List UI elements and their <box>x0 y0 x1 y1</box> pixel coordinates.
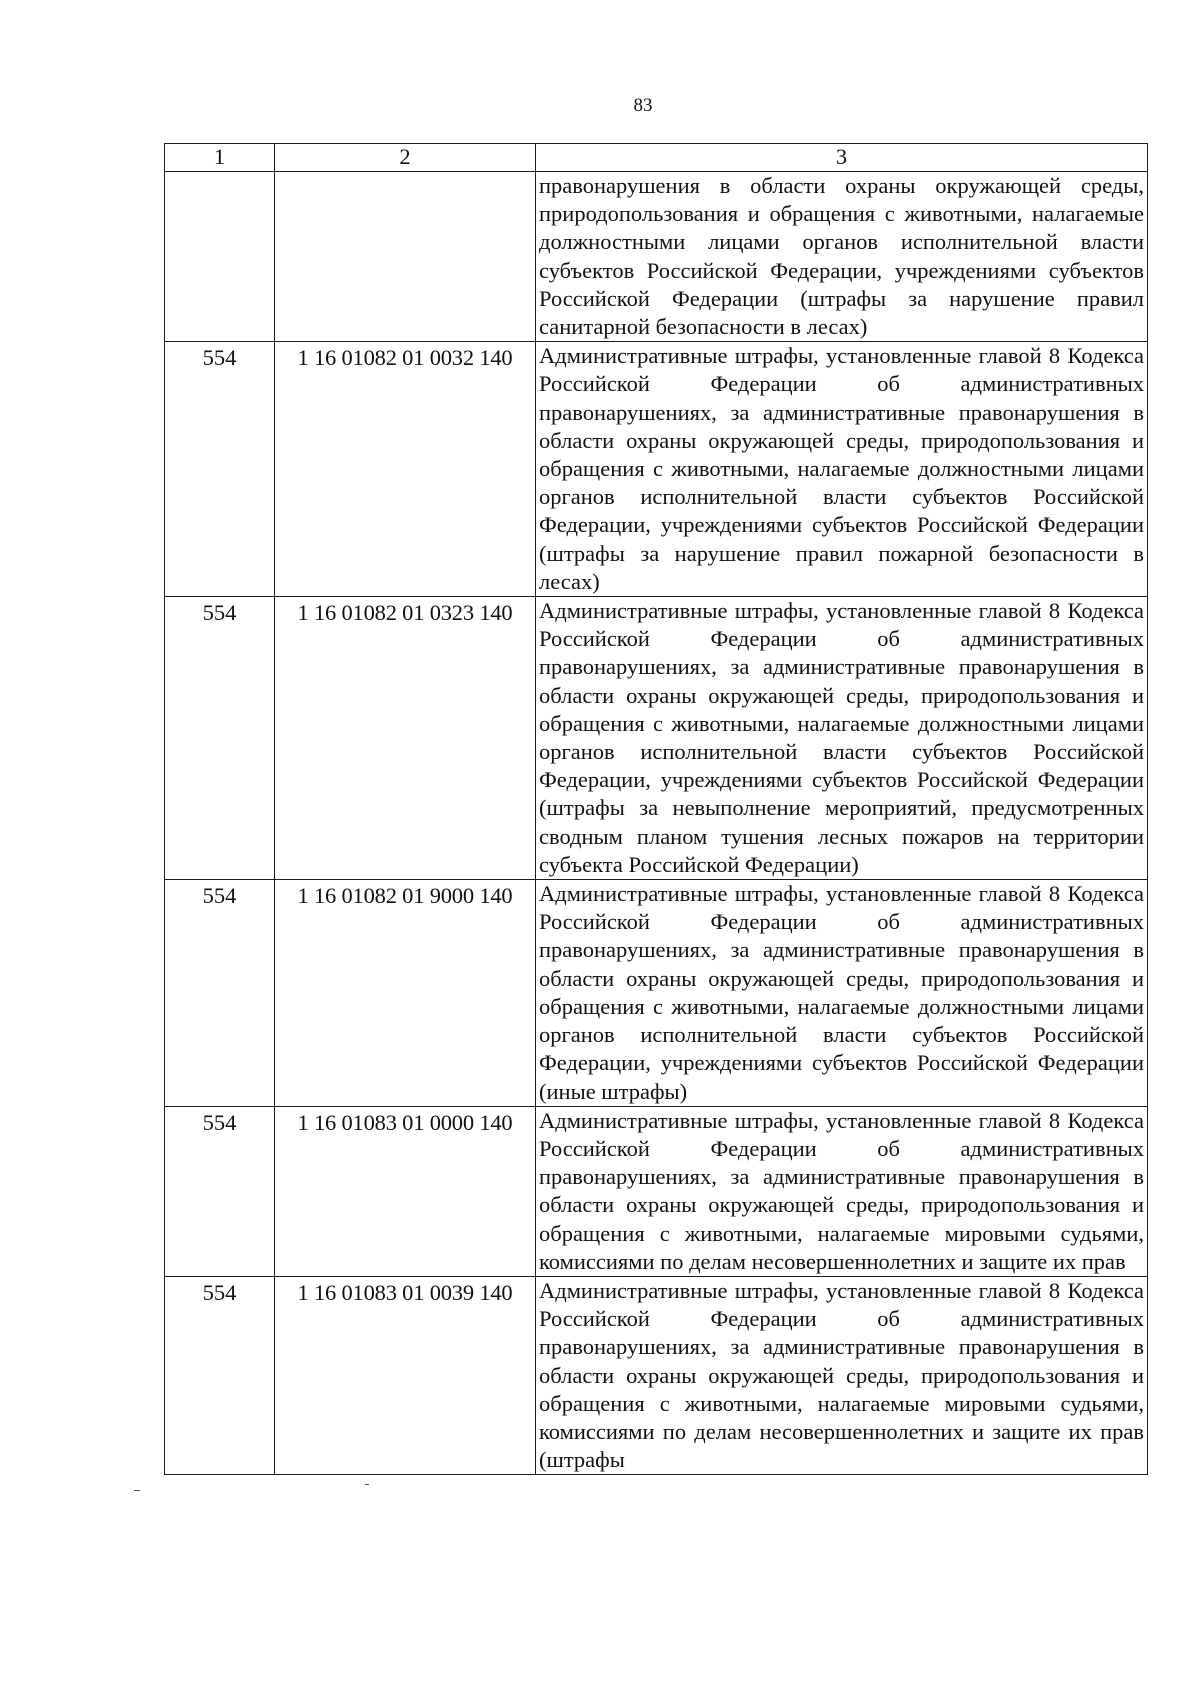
description-cell: Административные штрафы, установленные главой 8 Кодекса Российской Федерации об административных правонарушениях, за административные правонарушения в области охраны окружающей среды, природопользования и обращения с животными, налагаемые должностными лицами органов исполнительной власти субъектов Российской Федерации, учреждениями субъектов Российской Федерации (штрафы за невыполнение мероприятий, предусмотренных сводным планом тушения лесных пожаров на территории субъекта Российской Федерации) <box>536 597 1148 880</box>
description-cell: правонарушения в области охраны окружающей среды, природопользования и обращения с животными, налагаемые должностными лицами органов исполнительной власти субъектов Российской Федерации, учреждениями субъектов Российской Федерации (штрафы за нарушение правил санитарной безопасности в лесах) <box>536 172 1148 342</box>
table-row <box>165 172 1148 342</box>
budget-code-cell: 1 16 01083 01 0039 140 <box>275 1276 536 1474</box>
admin-code-cell: 554 <box>165 597 275 880</box>
table-row <box>165 342 1148 597</box>
budget-code-cell: 1 16 01082 01 9000 140 <box>275 880 536 1107</box>
header-col-3: 3 <box>536 144 1148 172</box>
admin-code-cell <box>165 172 275 342</box>
header-col-1: 1 <box>165 144 275 172</box>
table-row <box>165 597 1148 880</box>
scan-artifact-mark <box>365 1484 369 1485</box>
description-cell: Административные штрафы, установленные главой 8 Кодекса Российской Федерации об административных правонарушениях, за административные правонарушения в области охраны окружающей среды, природопользования и обращения с животными, налагаемые должностными лицами органов исполнительной власти субъектов Российской Федерации, учреждениями субъектов Российской Федерации (иные штрафы) <box>536 880 1148 1107</box>
page-number: 83 <box>633 95 653 116</box>
table-row <box>165 880 1148 1107</box>
budget-code-cell: 1 16 01082 01 0032 140 <box>275 342 536 597</box>
description-cell: Административные штрафы, установленные главой 8 Кодекса Российской Федерации об административных правонарушениях, за административные правонарушения в области охраны окружающей среды, природопользования и обращения с животными, налагаемые мировыми судьями, комиссиями по делам несовершеннолетних и защите их прав <box>536 1106 1148 1276</box>
description-cell: Административные штрафы, установленные главой 8 Кодекса Российской Федерации об административных правонарушениях, за административные правонарушения в области охраны окружающей среды, природопользования и обращения с животными, налагаемые должностными лицами органов исполнительной власти субъектов Российской Федерации, учреждениями субъектов Российской Федерации (штрафы за нарушение правил пожарной безопасности в лесах) <box>536 342 1148 597</box>
budget-code-cell: 1 16 01083 01 0000 140 <box>275 1106 536 1276</box>
table-row <box>165 1276 1148 1474</box>
budget-codes-table <box>164 143 1148 1475</box>
admin-code-cell: 554 <box>165 1106 275 1276</box>
admin-code-cell: 554 <box>165 880 275 1107</box>
budget-code-cell <box>275 172 536 342</box>
table-header-row <box>165 144 1148 172</box>
header-col-2: 2 <box>275 144 536 172</box>
scan-artifact-mark <box>134 1490 140 1491</box>
table-row <box>165 1106 1148 1276</box>
budget-code-cell: 1 16 01082 01 0323 140 <box>275 597 536 880</box>
description-cell: Административные штрафы, установленные главой 8 Кодекса Российской Федерации об административных правонарушениях, за административные правонарушения в области охраны окружающей среды, природопользования и обращения с животными, налагаемые мировыми судьями, комиссиями по делам несовершеннолетних и защите их прав (штрафы <box>536 1276 1148 1474</box>
admin-code-cell: 554 <box>165 342 275 597</box>
admin-code-cell: 554 <box>165 1276 275 1474</box>
